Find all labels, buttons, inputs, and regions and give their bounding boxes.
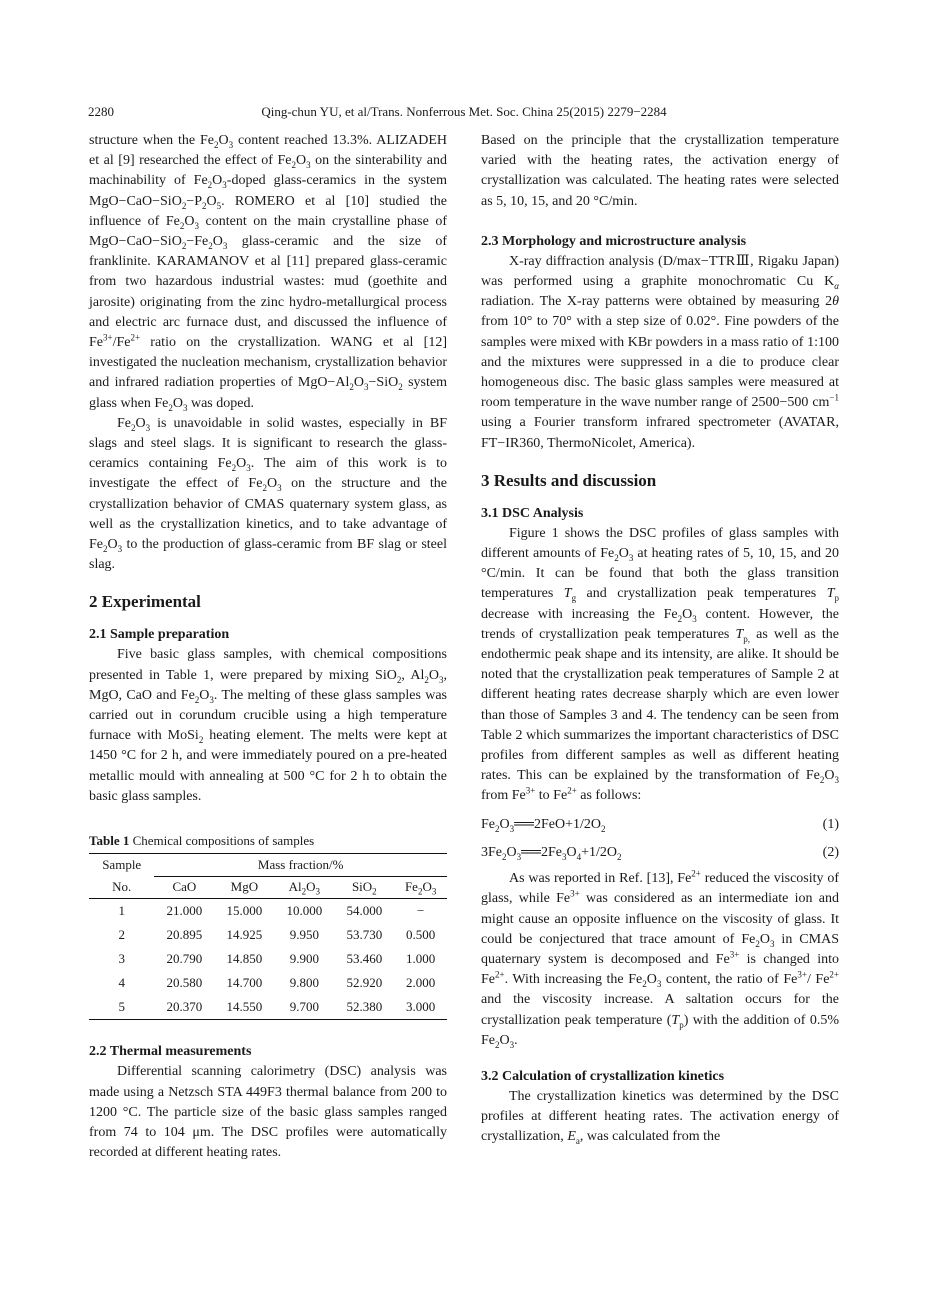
equation-1-text: $Fe_2O_3══2FeO+1/2O_2$ — [481, 816, 606, 834]
paragraph-thermal: Differential scanning calorimetry (DSC) analysis was made using a Netzsch STA 449F3 thermal balance from 200 to 1200 °C. The particle size of the basic glass samples ranged from 74 to 104 μm. The DSC profiles were automatically recorded at different heating rates. — [89, 1064, 447, 1161]
table-caption-text: Chemical compositions of samples — [132, 833, 315, 849]
section-heading-results: 3 Results and discussion — [481, 470, 657, 490]
running-title: Qing-chun YU, et al/Trans. Nonferrous Met. Soc. China 25(2015) 2279−2284 — [261, 104, 667, 119]
table-cell: 20.580 — [166, 975, 203, 991]
table-cell: 2 — [118, 927, 125, 943]
table-cell: 52.380 — [334, 995, 394, 1020]
page-number: 2280 — [88, 104, 114, 119]
table-label: Table 1 — [89, 833, 130, 849]
paragraph-intro-continued: structure when the $Fe_2O_3$ content reached 13.3%. ALIZADEH et al [9] researched the effect of $Fe_2O_3$ on the sinterability and machinability of $Fe_2O_3$-doped glass-ceramics in the system $MgO-CaO-SiO_2-P_2O_5$. ROMERO et al [10] studied the influence of $Fe_2O_3$ content on the main crystalline phase of $MgO-CaO-SiO_2-Fe_2O_3$ glass-ceramic and the size of franklinite. KARAMANOV et al [11] prepared glass-ceramic from two hazardous industrial wastes: mud (goethite and jarosite) originating from the zinc hydro-metallurgical process and electric arc furnace dust, and discussed the influence of $Fe^{3+}/Fe^{2+}$ ratio on the crystallization. WANG et al [12] investigated the nucleation mechanism, crystallization behavior and infrared radiation properties of $MgO-Al_2O_3-SiO_2$ system glass when $Fe_2O_3$ was doped. — [89, 133, 448, 413]
section-heading-experimental: 2 Experimental — [89, 592, 201, 612]
table-cell: 15.000 — [226, 903, 263, 919]
table-cell: 2.000 — [406, 975, 436, 991]
table-header-mass-fraction: Mass fraction/% — [154, 854, 447, 877]
table-cell: 1 — [118, 903, 125, 919]
table-caption — [89, 831, 447, 851]
table-cell: 3 — [118, 951, 125, 967]
table-header-sample: Sample No. — [89, 854, 154, 899]
table-cell: 9.900 — [289, 951, 319, 967]
subsection-heading-sample-preparation: 2.1 Sample preparation — [89, 627, 230, 643]
paragraph-viscosity: As was reported in Ref. [13], $Fe^{2+}$ reduced the viscosity of glass, while $Fe^{3+}$ was considered as an intermediate ion and might cause an opposite influence on the viscosity of glass. It could be conjectured that trace amount of $Fe_2O_3$ in CMAS quaternary system is decomposed and $Fe^{3+}$ is changed into $Fe^{2+}$. With increasing the $Fe_2O_3$ content, the ratio of $Fe^{3+}/$ $Fe^{2+}$ and the viscosity increase. A saltation occurs for the crystallization peak temperature $(T_p)$ with the addition of 0.5% $Fe_2O_3$. — [481, 868, 840, 1050]
table-cell: 1.000 — [406, 951, 436, 967]
table-column-header: MgO — [214, 876, 274, 899]
table-cell: 21.000 — [166, 903, 203, 919]
subsection-heading-thermal: 2.2 Thermal measurements — [89, 1044, 252, 1060]
paragraph-sample-preparation: Five basic glass samples, with chemical compositions presented in Table 1, were prepared by mixing SiO$_2$, $Al_2O_3$, MgO, CaO and $Fe_2O_3$. The melting of these glass samples was carried out in corundum crucible using a high temperature furnace with MoSi$_2$ heating element. The melts were kept at 1450 °C for 2 h, and were immediately poured on a pre-heated metallic mould with annealing at 500 °C for 2 h to obtain the basic glass samples. — [89, 647, 448, 804]
table-cell: 0.500 — [406, 927, 436, 943]
table-cell: 14.850 — [226, 951, 263, 967]
table-row — [89, 899, 447, 924]
subsection-heading-dsc: 3.1 DSC Analysis — [481, 505, 584, 521]
equation-2-number: (2) — [822, 844, 839, 860]
table-cell: 20.895 — [166, 927, 203, 943]
equation-2 — [481, 843, 839, 863]
table-column-header: $Al_2O_3$ — [274, 876, 334, 899]
paragraph-aim: $Fe_2O_3$ is unavoidable in solid wastes, especially in BF slags and steel slags. It is significant to research the glass-ceramics containing $Fe_2O_3$. The aim of this work is to investigate the effect of $Fe_2O_3$ on the structure and the crystallization behavior of CMAS quaternary system glass, as well as the crystallization kinetics, and to take advantage of $Fe_2O_3$ to the production of glass-ceramic from BF slag or steel slag. — [89, 415, 447, 573]
equation-1-number: (1) — [822, 816, 839, 832]
paragraph-kinetics: The crystallization kinetics was determined by the DSC profiles at different heating rates. The activation energy of crystallization, $E_a$, was calculated from the — [481, 1088, 839, 1147]
table-cell: 14.550 — [214, 995, 274, 1020]
paragraph-dsc: Figure 1 shows the DSC profiles of glass samples with different amounts of $Fe_2O_3$ at heating rates of 5, 10, 15, and 20 °C/min. It can be found that both the glass transition temperatures $T_g$ and crystallization peak temperatures $T_p$ decrease with increasing the $Fe_2O_3$ content. However, the trends of crystallization peak temperatures $T_{p,}$ as well as the endothermic peak shape and its intensity, are alike. It should be noted that the crystallization peak temperatures of Sample 2 at different heating rates decrease sharply which are even lower than those of Samples 3 and 4. The tendency can be seen from Table 2 which summarizes the important characteristics of DSC profiles from different samples as well as different heating rates. This can be explained by the transformation of $Fe_2O_3$ from $Fe^{3+}$ to $Fe^{2+}$ as follows: — [481, 525, 840, 804]
table-cell: 20.370 — [154, 995, 214, 1020]
paragraph-xrd-ftir: X-ray diffraction analysis (D/max−TTRⅢ, Rigaku Japan) was performed using a graphite monochromatic Cu $K_\alpha$ radiation. The X-ray patterns were obtained by measuring 2θ from 10° to 70° with a step size of 0.02°. Fine powders of the samples were mixed with KBr powders in a mass ratio of 1:100 and the mixtures were suppressed in a die to produce clear homogeneous disc. The basic glass samples were measured at room temperature in the wave number range of 2500−500 $cm^{-1}$ using a Fourier transform infrared spectrometer (AVATAR, FT−IR360, ThermoNicolet, America). — [481, 253, 839, 451]
table-cell: 52.920 — [346, 975, 383, 991]
table-row — [89, 971, 447, 995]
table-cell: − — [416, 903, 425, 919]
paragraph-heating-rates: Based on the principle that the crystallization temperature varied with the heating rates, the activation energy of crystallization was calculated. The heating rates were selected as 5, 10, 15, and 20 °C/min. — [481, 133, 839, 209]
composition-table — [89, 853, 447, 1020]
table-cell: 14.700 — [226, 975, 263, 991]
table-column-header: CaO — [154, 876, 214, 899]
table-cell: 9.800 — [289, 975, 319, 991]
table-cell: 10.000 — [286, 903, 323, 919]
subsection-heading-morphology: 2.3 Morphology and microstructure analysis — [481, 233, 747, 249]
left-column — [89, 131, 447, 1163]
table-column-header: $Fe_2O_3$ — [394, 876, 447, 899]
table-row — [89, 947, 447, 971]
right-column — [481, 131, 839, 1148]
page-header — [88, 104, 840, 124]
table-cell: 54.000 — [346, 903, 383, 919]
table-row — [89, 923, 447, 947]
table-cell: 5 — [89, 995, 154, 1020]
table-cell: 20.790 — [166, 951, 203, 967]
table-cell: 53.730 — [346, 927, 383, 943]
table-cell: 9.700 — [274, 995, 334, 1020]
subsection-heading-kinetics: 3.2 Calculation of crystallization kinetics — [481, 1068, 725, 1084]
equation-2-text: $3Fe_2O_3══2Fe_3O_4+1/2O_2$ — [481, 844, 622, 862]
table-column-header: SiO$_2$ — [334, 876, 394, 899]
equation-1 — [481, 815, 839, 835]
table-cell: 4 — [118, 975, 125, 991]
table-cell: 53.460 — [346, 951, 383, 967]
table-cell: 14.925 — [226, 927, 263, 943]
table-row — [89, 995, 447, 1020]
table-cell: 3.000 — [394, 995, 447, 1020]
table-cell: 9.950 — [289, 927, 319, 943]
